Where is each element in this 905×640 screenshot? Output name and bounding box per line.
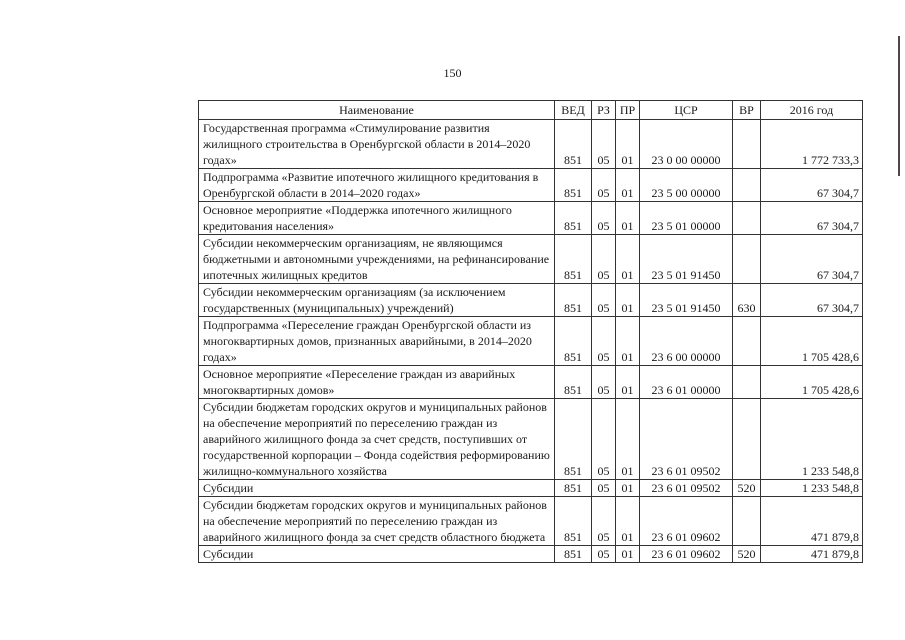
- row-pr: 01: [616, 480, 640, 497]
- row-pr: 01: [616, 317, 640, 366]
- row-name: Субсидии: [199, 546, 555, 563]
- row-name: Субсидии бюджетам городских округов и муниципальных районов на обеспечение мероприятий по переселению граждан из аварийного жилищного фонда за счет средств, поступивших от государственной корпорации – Фонда содействия реформированию жилищно-коммунального хозяйства: [199, 399, 555, 480]
- row-sum: 67 304,7: [761, 202, 863, 235]
- row-rz: 05: [592, 235, 616, 284]
- row-vr: [733, 366, 761, 399]
- row-sum: 1 705 428,6: [761, 317, 863, 366]
- row-rz: 05: [592, 399, 616, 480]
- row-csr: 23 6 01 09502: [640, 399, 733, 480]
- row-vr: [733, 202, 761, 235]
- row-pr: 01: [616, 366, 640, 399]
- header-csr: ЦСР: [640, 101, 733, 120]
- row-ved: 851: [555, 546, 592, 563]
- row-csr: 23 5 01 91450: [640, 284, 733, 317]
- row-ved: 851: [555, 120, 592, 169]
- table-row: [199, 120, 863, 169]
- table-row: [199, 546, 863, 563]
- row-ved: 851: [555, 235, 592, 284]
- row-csr: 23 6 01 09602: [640, 497, 733, 546]
- row-sum: 67 304,7: [761, 169, 863, 202]
- header-row: [199, 101, 863, 120]
- row-vr: [733, 169, 761, 202]
- row-vr: 520: [733, 480, 761, 497]
- row-pr: 01: [616, 169, 640, 202]
- row-sum: 1 233 548,8: [761, 480, 863, 497]
- row-sum: 471 879,8: [761, 546, 863, 563]
- row-vr: [733, 317, 761, 366]
- row-rz: 05: [592, 366, 616, 399]
- table-row: [199, 366, 863, 399]
- row-csr: 23 5 00 00000: [640, 169, 733, 202]
- row-sum: 67 304,7: [761, 235, 863, 284]
- header-sum: 2016 год: [761, 101, 863, 120]
- row-vr: [733, 399, 761, 480]
- row-ved: 851: [555, 284, 592, 317]
- row-csr: 23 6 01 00000: [640, 366, 733, 399]
- row-vr: [733, 235, 761, 284]
- row-name: Подпрограмма «Переселение граждан Оренбургской области из многоквартирных домов, признанных аварийными, в 2014–2020 годах»: [199, 317, 555, 366]
- row-name: Субсидии некоммерческим организациям (за исключением государственных (муниципальных) учреждений): [199, 284, 555, 317]
- row-ved: 851: [555, 497, 592, 546]
- row-name: Основное мероприятие «Поддержка ипотечного жилищного кредитования населения»: [199, 202, 555, 235]
- scan-edge-line: [898, 36, 900, 176]
- header-vr: ВР: [733, 101, 761, 120]
- table-row: [199, 169, 863, 202]
- row-rz: 05: [592, 202, 616, 235]
- row-sum: 1 705 428,6: [761, 366, 863, 399]
- header-pr: ПР: [616, 101, 640, 120]
- row-sum: 1 772 733,3: [761, 120, 863, 169]
- table-row: [199, 202, 863, 235]
- row-sum: 67 304,7: [761, 284, 863, 317]
- row-pr: 01: [616, 202, 640, 235]
- row-csr: 23 6 01 09602: [640, 546, 733, 563]
- row-vr: 630: [733, 284, 761, 317]
- table-row: [199, 317, 863, 366]
- row-rz: 05: [592, 120, 616, 169]
- budget-table: [198, 100, 863, 563]
- row-name: Субсидии: [199, 480, 555, 497]
- row-ved: 851: [555, 399, 592, 480]
- row-rz: 05: [592, 480, 616, 497]
- row-vr: 520: [733, 546, 761, 563]
- row-vr: [733, 497, 761, 546]
- row-sum: 1 233 548,8: [761, 399, 863, 480]
- row-rz: 05: [592, 284, 616, 317]
- row-csr: 23 6 00 00000: [640, 317, 733, 366]
- row-name: Подпрограмма «Развитие ипотечного жилищного кредитования в Оренбургской области в 2014–2020 годах»: [199, 169, 555, 202]
- page-number: 150: [443, 66, 462, 80]
- table-row: [199, 284, 863, 317]
- row-rz: 05: [592, 169, 616, 202]
- row-pr: 01: [616, 546, 640, 563]
- row-name: Государственная программа «Стимулирование развития жилищного строительства в Оренбургской области в 2014–2020 годах»: [199, 120, 555, 169]
- row-rz: 05: [592, 317, 616, 366]
- row-name: Субсидии бюджетам городских округов и муниципальных районов на обеспечение мероприятий по переселению граждан из аварийного жилищного фонда за счет средств областного бюджета: [199, 497, 555, 546]
- row-csr: 23 5 01 00000: [640, 202, 733, 235]
- row-name: Основное мероприятие «Переселение граждан из аварийных многоквартирных домов»: [199, 366, 555, 399]
- row-ved: 851: [555, 480, 592, 497]
- header-rz: РЗ: [592, 101, 616, 120]
- row-rz: 05: [592, 546, 616, 563]
- table-row: [199, 480, 863, 497]
- row-ved: 851: [555, 317, 592, 366]
- table-row: [199, 399, 863, 480]
- row-pr: 01: [616, 120, 640, 169]
- row-sum: 471 879,8: [761, 497, 863, 546]
- header-name: Наименование: [199, 101, 555, 120]
- header-ved: ВЕД: [555, 101, 592, 120]
- row-vr: [733, 120, 761, 169]
- row-name: Субсидии некоммерческим организациям, не являющимся бюджетными и автономными учреждениями, на рефинансирование ипотечных жилищных кредитов: [199, 235, 555, 284]
- row-csr: 23 5 01 91450: [640, 235, 733, 284]
- row-ved: 851: [555, 169, 592, 202]
- row-csr: 23 0 00 00000: [640, 120, 733, 169]
- row-csr: 23 6 01 09502: [640, 480, 733, 497]
- table-row: [199, 235, 863, 284]
- table-row: [199, 497, 863, 546]
- row-rz: 05: [592, 497, 616, 546]
- row-ved: 851: [555, 366, 592, 399]
- row-pr: 01: [616, 497, 640, 546]
- row-ved: 851: [555, 202, 592, 235]
- row-pr: 01: [616, 399, 640, 480]
- row-pr: 01: [616, 235, 640, 284]
- row-pr: 01: [616, 284, 640, 317]
